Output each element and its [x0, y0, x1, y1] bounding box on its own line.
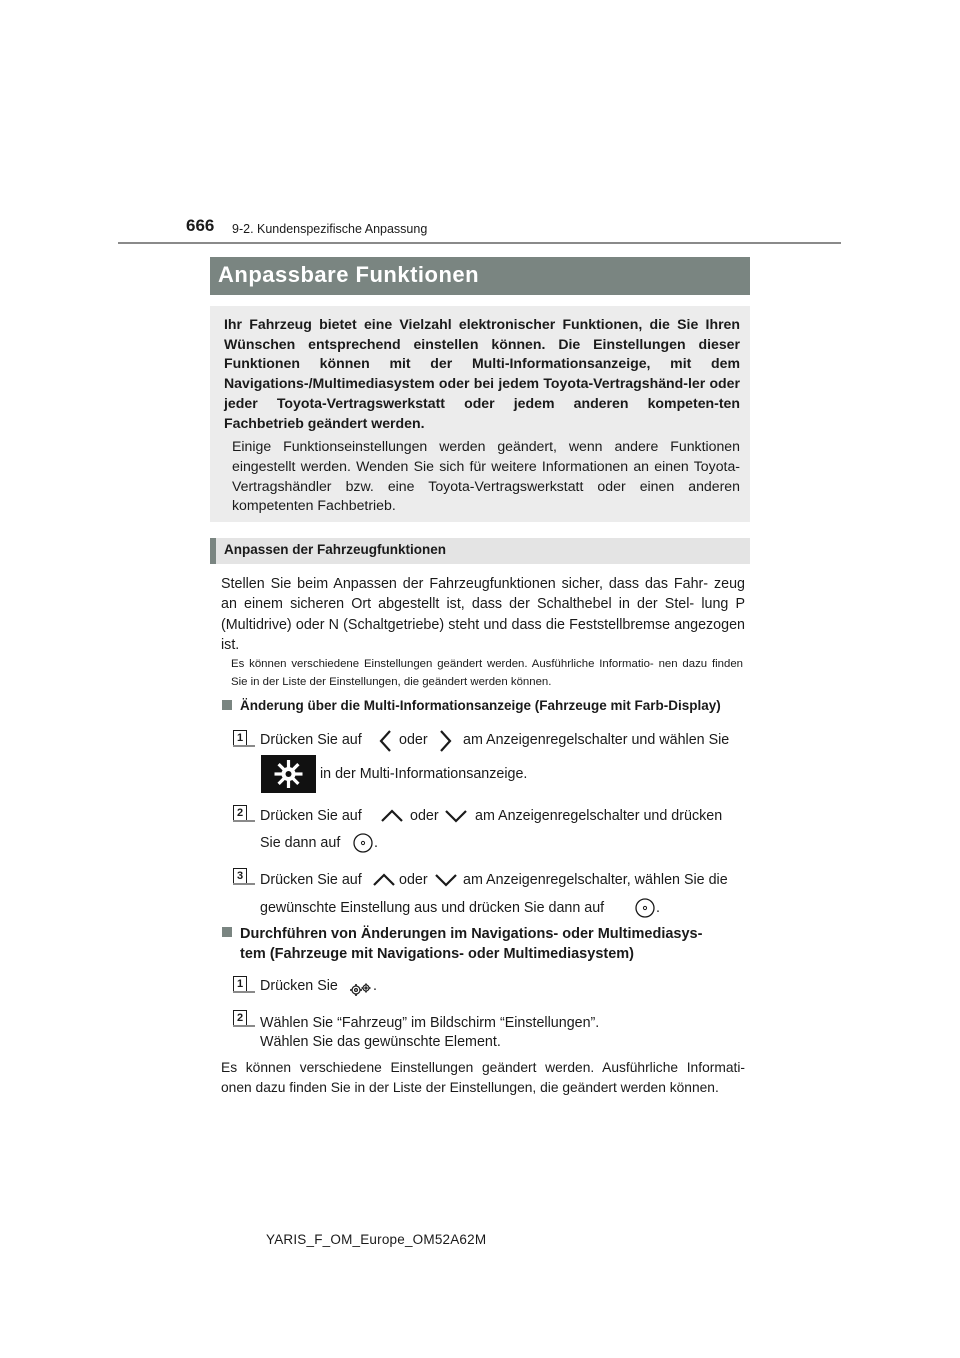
section-reference: 9-2. Kundenspezifische Anpassung	[232, 222, 428, 236]
note-line: nen dazu finden Sie in der Liste der Einstellungen, die geändert werden können.	[231, 658, 744, 688]
nav-step1-text-b: .	[373, 978, 377, 994]
intro-bold-text	[224, 315, 740, 433]
intro-box	[210, 306, 750, 522]
step-rule	[233, 820, 255, 822]
navigation-heading	[222, 924, 745, 964]
multi-info-heading-text: Änderung über die Multi-Informationsanzeige (Fahrzeuge mit Farb-Display)	[240, 698, 721, 713]
step-rule	[233, 1025, 255, 1027]
intro-normal-line: Toyota-Vertragshändler bzw. eine Toyota-Vertragswerkstatt oder einen	[232, 457, 740, 494]
step-rule	[233, 991, 255, 993]
step2-text-e: .	[374, 835, 378, 851]
header-rule	[118, 242, 841, 244]
step-rule	[233, 883, 255, 885]
step3-text-e: .	[656, 900, 660, 916]
step2-text-a: Drücken Sie auf	[260, 808, 362, 824]
intro-bold-line: ler oder jeder Toyota-Vertragswerkstatt oder jedem anderen kompeten-	[224, 375, 740, 411]
navigation-heading-line: Durchführen von Änderungen im Navigations- oder Multimediasys-	[240, 926, 703, 942]
intro-normal-text	[232, 437, 740, 516]
subsection-note	[231, 655, 743, 691]
nav-step-number-1: 1	[233, 976, 247, 992]
chevron-right-icon	[437, 729, 453, 753]
chevron-left-icon	[378, 729, 394, 753]
chevron-up-icon	[372, 872, 396, 888]
ok-button-icon	[352, 832, 374, 854]
intro-bold-line: ten Fachbetrieb geändert werden.	[224, 394, 740, 431]
step2-text-d: Sie dann auf	[260, 835, 341, 851]
step2-text-c: am Anzeigenregelschalter und drücken	[475, 808, 723, 824]
nav-step2-text-a: Wählen Sie “Fahrzeug” im Bildschirm “Einstellungen”.	[260, 1015, 600, 1031]
step3-text-a: Drücken Sie auf	[260, 872, 362, 888]
ok-button-icon	[634, 897, 656, 919]
step-number-1: 1	[233, 730, 247, 746]
body-line: Feststellbremse angezogen ist.	[221, 616, 745, 653]
navigation-note-line: onen dazu finden Sie in der Liste der Einstellungen, die geändert werden können.	[221, 1080, 719, 1095]
navigation-note-line: Es können verschiedene Einstellungen geändert werden. Ausführliche Informati-	[221, 1060, 745, 1075]
nav-step1-text-a: Drücken Sie	[260, 978, 338, 994]
step3-text-c: am Anzeigenregelschalter, wählen Sie die	[463, 872, 728, 888]
nav-step2-text-b: Wählen Sie das gewünschte Element.	[260, 1034, 501, 1050]
chevron-up-icon	[380, 808, 404, 824]
body-line: zeug an einem sicheren Ort abgestellt ist, dass der Schalthebel in der Stel-	[221, 576, 745, 613]
multi-info-heading	[222, 698, 721, 713]
note-line: Es können verschiedene Einstellungen geändert werden. Ausführliche Informatio-	[231, 658, 654, 670]
bullet-square-icon	[222, 700, 232, 710]
chevron-down-icon	[444, 808, 468, 824]
intro-bold-line: Ihr Fahrzeug bietet eine Vielzahl elektronischer Funktionen, die Sie	[224, 316, 699, 332]
subsection-title: Anpassen der Fahrzeugfunktionen	[210, 538, 750, 564]
step2-text-b: oder	[410, 808, 439, 824]
intro-bold-line: dieser Funktionen können mit der Multi-Informationsanzeige, mit dem	[224, 335, 740, 372]
step-rule	[233, 745, 255, 747]
body-line: Stellen Sie beim Anpassen der Fahrzeugfunktionen sicher, dass das Fahr-	[221, 576, 709, 592]
body-line: lung P (Multidrive) oder N (Schaltgetriebe) steht und dass die	[221, 596, 745, 633]
navigation-heading-line: tem (Fahrzeuge mit Navigations- oder Multimediasystem)	[240, 946, 634, 962]
settings-gear-icon	[261, 755, 316, 793]
subsection-body	[221, 574, 745, 655]
chevron-down-icon	[434, 872, 458, 888]
step3-text-b: oder	[399, 872, 428, 888]
intro-normal-line: eingestellt werden. Wenden Sie sich für weitere Informationen an einen	[232, 457, 689, 474]
step-number-2: 2	[233, 805, 247, 821]
page-number: 666	[186, 216, 215, 235]
intro-bold-line: Navigations-/Multimediasystem oder bei jedem Toyota-Vertragshänd-	[224, 375, 688, 392]
step1-text-d: in der Multi-Informationsanzeige.	[320, 766, 528, 782]
step-number-3: 3	[233, 868, 247, 884]
step1-text-c: am Anzeigenregelschalter und wählen Sie	[463, 732, 730, 748]
bullet-square-icon	[222, 927, 232, 937]
step1-text-a: Drücken Sie auf	[260, 732, 362, 748]
nav-step-number-2: 2	[233, 1010, 247, 1026]
document-code-footer: YARIS_F_OM_Europe_OM52A62M	[266, 1232, 487, 1247]
multiple-gears-icon	[348, 980, 372, 998]
intro-normal-line: anderen kompetenten Fachbetrieb.	[232, 477, 740, 514]
page-title: Anpassbare Funktionen	[210, 257, 750, 295]
intro-normal-line: Einige Funktionseinstellungen werden geändert, wenn andere Funktionen	[232, 438, 740, 455]
navigation-note	[221, 1058, 745, 1098]
intro-bold-line: Ihren Wünschen entsprechend einstellen können. Die Einstellungen	[224, 316, 741, 352]
step3-text-d: gewünschte Einstellung aus und drücken Sie dann auf	[260, 900, 605, 916]
step1-text-b: oder	[399, 732, 428, 748]
